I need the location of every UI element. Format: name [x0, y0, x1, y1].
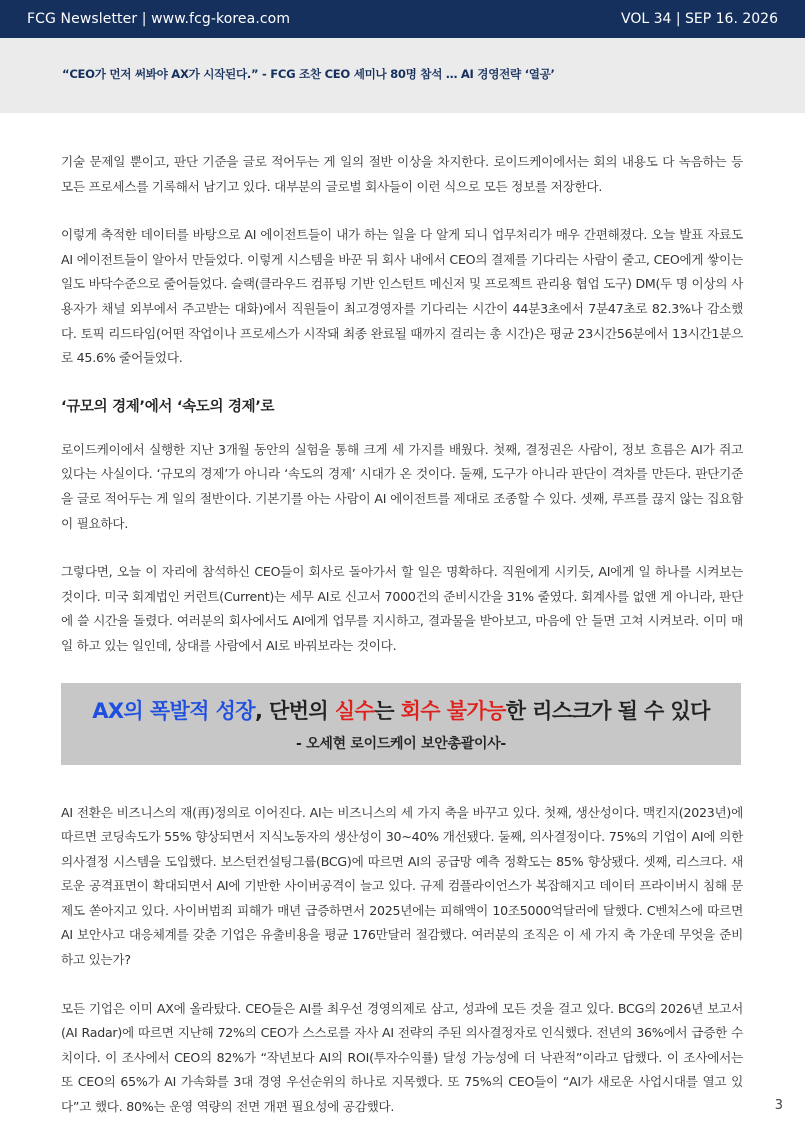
- article-headline: “CEO가 먼저 써봐야 AX가 시작된다.” - FCG 조찬 CEO 세미나 80명 참석 … AI 경영전략 ‘열공’: [62, 67, 555, 81]
- paragraph-3: 로이드케이에서 실행한 지난 3개월 동안의 실험을 통해 크게 세 가지를 배웠다. 첫째, 결정권은 사람이, 정보 흐름은 AI가 쥐고 있다는 사실이다. ‘규모의 경제’가 아니라 ‘속도의 경제’ 시대가 온 것이다. 둘째, 도구가 아니라 판단이 격차를 만든다. 판단기준을 글로 적어두는 게 일의 절반이다. 기본기를 아는 사람이 AI 에이전트를 제대로 조종할 수 있다. 셋째, 루프를 끊지 않는 집요함이 필요하다.: [61, 441, 743, 531]
- pull-quote-part-5: 회수 불가능: [400, 698, 506, 723]
- pull-quote-part-3: 실수: [334, 698, 375, 723]
- page-number: 3: [774, 1098, 783, 1113]
- pull-quote-byline: - 오세현 로이드케이 보안총괄이사-: [296, 735, 506, 752]
- pull-quote-part-4: 는: [374, 698, 401, 723]
- issue-info: VOL 34 | SEP 16. 2026: [620, 11, 778, 27]
- section-heading: ‘규모의 경제’에서 ‘속도의 경제’로: [61, 398, 275, 415]
- pull-quote-part-2: , 단번의: [254, 698, 335, 723]
- paragraph-1: 기술 문제일 뿐이고, 판단 기준을 글로 적어두는 게 일의 절반 이상을 차지한다. 로이드케이에서는 회의 내용도 다 녹음하는 등 모든 프로세스를 기록해서 남기고 있다. 대부분의 글로벌 회사들이 이런 식으로 모든 정보를 저장한다.: [61, 154, 743, 194]
- paragraph-6: 모든 기업은 이미 AX에 올라탔다. CEO들은 AI를 최우선 경영의제로 삼고, 성과에 모든 것을 걸고 있다. BCG의 2026년 보고서(AI Radar)에 따르면 지난해 72%의 CEO가 스스로를 자사 AI 전략의 주된 의사결정자로 인식했다. 전년의 36%에서 급증한 수치이다. 이 조사에서 CEO의 82%가 “작년보다 AI의 ROI(투자수익률) 달성 가능성에 더 낙관적”이라고 답했다. 이 조사에서는 또 CEO의 65%가 AI 가속화를 3대 경영 우선순위의 하나로 지목했다. 또 75%의 CEO들이 “AI가 새로운 사업시대를 열고 있다”고 했다. 80%는 운영 역량의 전면 개편 필요성에 공감했다.: [61, 1000, 743, 1115]
- article-body: [61, 150, 743, 1144]
- newsletter-header-bar: [0, 0, 805, 38]
- pull-quote-title: [61, 695, 741, 725]
- pull-quote-part-6: 한 리스크가 될 수 있다: [505, 698, 710, 723]
- pull-quote-box: [61, 683, 741, 765]
- article-headline-band: [0, 38, 805, 113]
- paragraph-2: 이렇게 축적한 데이터를 바탕으로 AI 에이전트들이 내가 하는 일을 다 알게 되니 업무처리가 매우 간편해졌다. 오늘 발표 자료도 AI 에이전트들이 알아서 만들었다. 이렇게 시스템을 바꾼 뒤 회사 내에서 CEO의 결제를 기다리는 사람이 줄고, CEO에게 쌓이는 일도 바닥수준으로 줄어들었다. 슬랙(클라우드 컴퓨팅 기반 인스턴트 메신저 및 프로젝트 관리용 협업 도구) DM(두 명 이상의 사용자가 채널 외부에서 주고받는 대화)에서 직원들이 최고경영자를 기다리는 시간이 44분3초에서 7분47초로 82.3%나 감소했다. 토픽 리드타임(어떤 작업이나 프로세스가 시작돼 최종 완료될 때까지 걸리는 총 시간)은 평균 23시간56분에서 13시간1분으로 45.6% 줄어들었다.: [61, 227, 743, 366]
- newsletter-site: FCG Newsletter | www.fcg-korea.com: [27, 11, 291, 27]
- paragraph-5: AI 전환은 비즈니스의 재(再)정의로 이어진다. AI는 비즈니스의 세 가지 축을 바꾸고 있다. 첫째, 생산성이다. 맥킨지(2023년)에 따르면 코딩속도가 55% 향상되면서 지식노동자의 생산성이 30~40% 개선됐다. 둘째, 의사결정이다. 75%의 기업이 AI에 의한 의사결정 시스템을 도입했다. 보스턴컨설팅그룹(BCG)에 따르면 AI의 공급망 예측 정확도는 85% 향상됐다. 셋째, 리스크다. 새로운 공격표면이 확대되면서 AI에 기반한 사이버공격이 늘고 있다. 규제 컴플라이언스가 복잡해지고 데이터 프라이버시 침해 문제도 쏟아지고 있다. 사이버범죄 피해가 매년 급증하면서 2025년에는 피해액이 10조5000억달러에 달했다. C벤처스에 따르면 AI 보안사고 대응체계를 갖춘 기업은 유출비용을 평균 176만달러 절감했다. 여러분의 조직은 이 세 가지 축 가운데 무엇을 준비하고 있는가?: [61, 804, 743, 968]
- pull-quote-part-1: AX의 폭발적 성장: [92, 698, 255, 723]
- paragraph-4: 그렇다면, 오늘 이 자리에 참석하신 CEO들이 회사로 돌아가서 할 일은 명확하다. 직원에게 시키듯, AI에게 일 하나를 시켜보는 것이다. 미국 회계법인 커런트(Current)는 세무 AI로 신고서 7000건의 준비시간을 31% 줄였다. 회계사를 없앤 게 아니라, 판단에 쓸 시간을 돌렸다. 여러분의 회사에서도 AI에게 업무를 지시하고, 결과물을 받아보고, 마음에 안 들면 고쳐 시켜보라. 이미 매일 하고 있는 일인데, 상대를 사람에서 AI로 바꿔보라는 것이다.: [61, 564, 743, 653]
